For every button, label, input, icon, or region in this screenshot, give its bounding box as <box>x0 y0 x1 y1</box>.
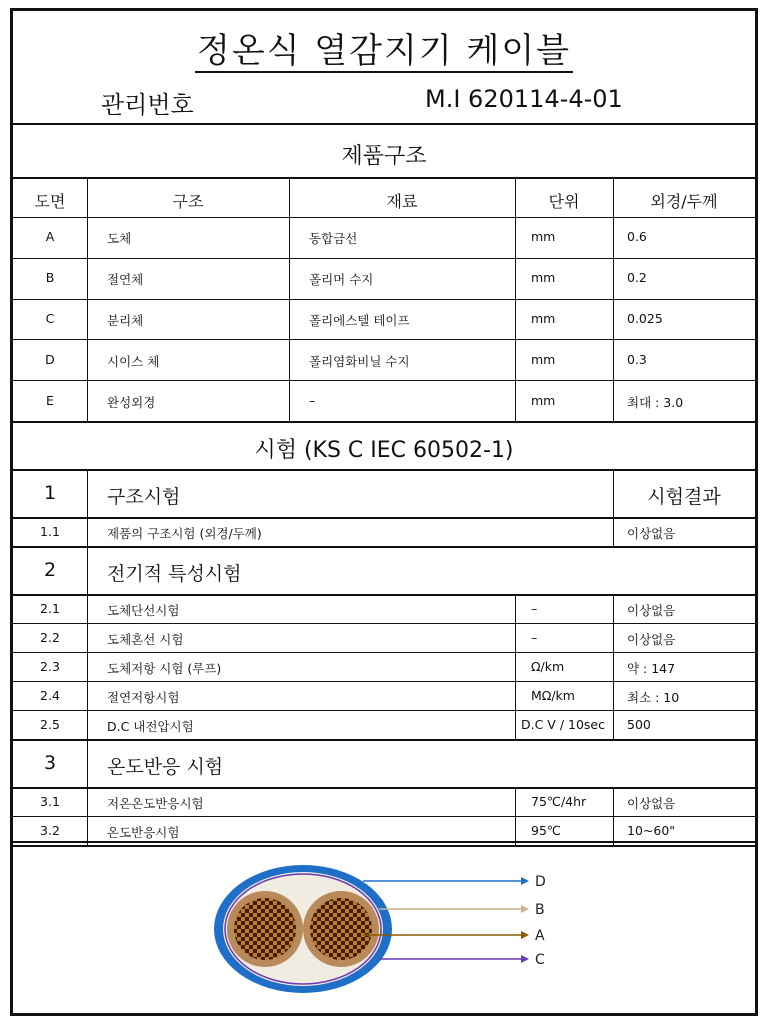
test-item-unit: 75℃/4hr <box>531 794 587 809</box>
test-item-name: 도체저항 시험 (루프) <box>107 661 222 676</box>
structure-value-cell: 0.025 <box>627 311 663 326</box>
test-group-number: 3 <box>43 752 57 774</box>
test-group-number: 2 <box>43 559 57 581</box>
structure-material-cell: 폴리머 수지 <box>309 272 374 288</box>
structure-value-cell: 0.3 <box>627 351 647 367</box>
structure-material-cell: 폴리에스텔 테이프 <box>309 313 410 328</box>
conductor-right <box>310 898 372 960</box>
structure-code-cell: B <box>45 270 55 286</box>
col-header-unit: 단위 <box>548 192 580 211</box>
structure-code-cell: D <box>45 351 55 367</box>
test-item-number: 2.2 <box>40 630 60 645</box>
test-result-header: 시험결과 <box>647 486 721 508</box>
test-item-result: 약 : 147 <box>627 661 676 676</box>
conductor-left <box>234 898 296 960</box>
document-title: 정온식 열감지기 케이블 <box>196 31 572 71</box>
structure-part-cell: 분리체 <box>107 313 144 328</box>
test-item-unit: 95℃ <box>531 823 561 838</box>
structure-unit-cell: mm <box>531 351 556 367</box>
test-item-number: 3.1 <box>40 794 60 809</box>
structure-material-cell: 동합금선 <box>309 231 358 247</box>
test-item-unit: D.C V / 10sec <box>521 717 605 732</box>
management-number-value: M.I 620114-4-01 <box>425 85 623 113</box>
structure-unit-cell: mm <box>531 229 556 245</box>
test-item-unit: – <box>531 630 538 645</box>
test-item-name: 도체단선시험 <box>107 603 180 618</box>
test-item-number: 1.1 <box>40 524 60 539</box>
test-item-number: 2.3 <box>40 659 60 674</box>
col-header-material: 재료 <box>386 192 418 211</box>
structure-code-cell: C <box>45 311 55 326</box>
test-item-number: 2.4 <box>40 688 60 703</box>
test-item-name: 저온온도반응시험 <box>107 796 204 811</box>
structure-material-cell: 폴리염화비닐 수지 <box>309 353 410 369</box>
test-item-name: D.C 내전압시험 <box>107 719 194 734</box>
cable-cross-section-diagram <box>213 853 573 1011</box>
test-item-result: 이상없음 <box>627 632 676 647</box>
test-group-name: 온도반응 시험 <box>107 756 224 778</box>
structure-part-cell: 도체 <box>107 231 132 247</box>
col-header-part: 구조 <box>172 192 204 211</box>
tests-section-title: 시험 (KS C IEC 60502-1) <box>254 438 514 463</box>
test-item-name: 도체혼선 시험 <box>107 632 184 647</box>
test-item-number: 2.5 <box>40 717 60 732</box>
structure-part-cell: 시이스 체 <box>107 353 160 369</box>
test-item-result: 500 <box>627 717 651 732</box>
structure-value-cell: 최대 : 3.0 <box>627 394 684 410</box>
structure-value-cell: 0.2 <box>627 270 647 286</box>
test-item-name: 온도반응시험 <box>107 825 180 840</box>
test-group-number: 1 <box>43 482 57 504</box>
test-group-name: 구조시험 <box>107 486 181 508</box>
test-item-name: 절연저항시험 <box>107 690 180 705</box>
structure-unit-cell: mm <box>531 270 556 286</box>
col-header-code: 도면 <box>34 192 66 211</box>
structure-material-cell: – <box>309 392 316 408</box>
structure-value-cell: 0.6 <box>627 229 647 245</box>
structure-part-cell: 완성외경 <box>107 394 156 410</box>
test-item-result: 이상없음 <box>627 603 676 618</box>
test-item-result: 최소 : 10 <box>627 690 680 705</box>
label-c: C <box>535 952 545 968</box>
spec-sheet <box>10 8 758 1016</box>
col-header-value: 외경/두께 <box>650 192 718 211</box>
structure-code-cell: A <box>45 229 55 245</box>
structure-section-title: 제품구조 <box>341 144 427 169</box>
management-number-label: 관리번호 <box>101 91 194 119</box>
label-b: B <box>535 902 545 918</box>
test-item-unit: – <box>531 601 538 616</box>
test-item-number: 2.1 <box>40 601 60 616</box>
test-item-result: 이상없음 <box>627 796 676 811</box>
label-d: D <box>535 874 546 890</box>
test-item-name: 제품의 구조시험 (외경/두께) <box>107 526 262 541</box>
test-item-result: 10~60" <box>627 823 676 838</box>
structure-part-cell: 절연체 <box>107 272 144 288</box>
test-group-name: 전기적 특성시험 <box>107 563 242 585</box>
test-item-result: 이상없음 <box>627 526 676 541</box>
structure-code-cell: E <box>46 392 54 408</box>
structure-unit-cell: mm <box>531 311 556 326</box>
test-item-number: 3.2 <box>40 823 60 838</box>
test-item-unit: Ω/km <box>531 659 565 674</box>
structure-unit-cell: mm <box>531 392 556 408</box>
test-item-unit: MΩ/km <box>531 688 575 703</box>
label-a: A <box>535 928 545 944</box>
